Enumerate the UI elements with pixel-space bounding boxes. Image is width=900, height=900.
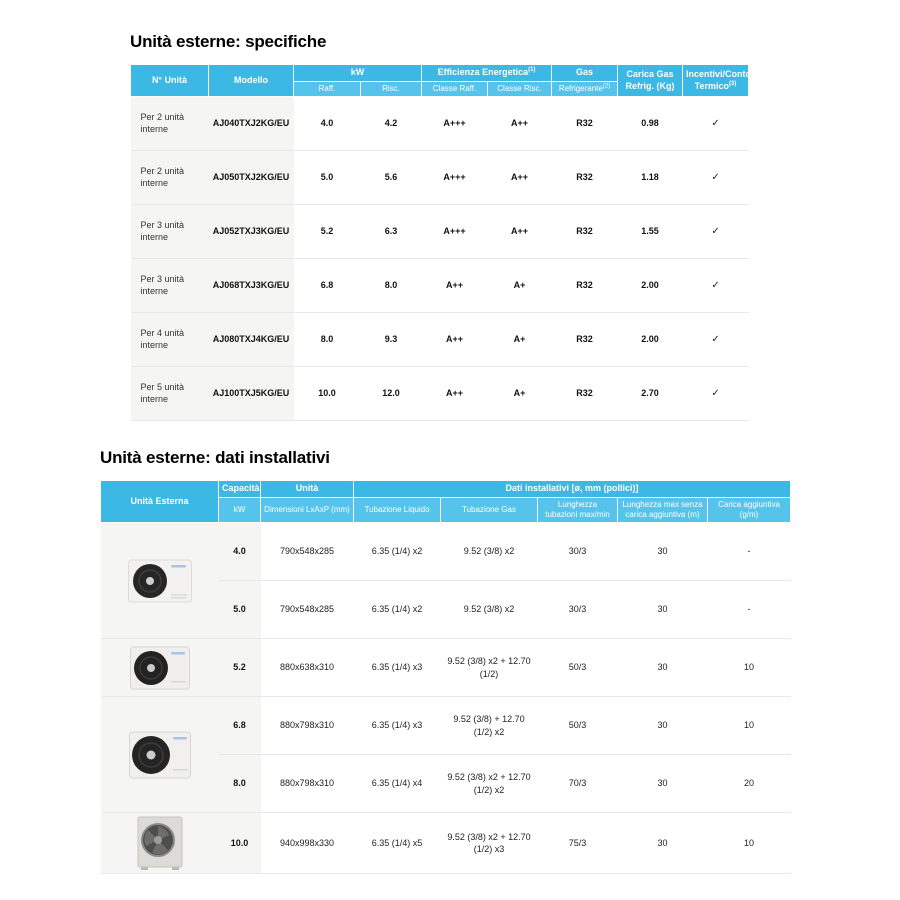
cell-extra-charge: 10 [708,639,791,697]
cell-classe-risc: A+ [488,367,552,421]
cell-classe-raff: A++ [422,259,488,313]
refrigerante-footnote: (2) [602,83,611,90]
cell-raff: 8.0 [294,313,361,367]
cell-units: Per 2 unità interne [131,97,209,151]
outdoor-unit-image [101,639,219,697]
outdoor-unit-image [101,697,219,813]
table-row [131,151,749,205]
install-section [100,448,790,874]
cell-classe-raff: A+++ [422,205,488,259]
header-efficienza: Efficienza Energetica$^{(1)}$ [422,65,552,82]
cell-classe-risc: A++ [488,205,552,259]
cell-liquid-pipe: 6.35 (1/4) x3 [354,639,441,697]
install-title: Unità esterne: dati installativi [100,448,330,467]
cell-capacity: 4.0 [219,523,261,581]
cell-classe-risc: A+ [488,313,552,367]
cell-classe-raff: A++ [422,367,488,421]
outdoor-unit-medium-icon [129,644,191,692]
header-incentivi: Incentivi/Conto Termico$^{(3)}$ [683,65,749,97]
checkmark: ✓ [683,151,749,205]
cell-extra-charge: - [708,581,791,639]
cell-max-length: 30 [618,639,708,697]
header-carica-gas: Carica Gas Refrig. (Kg) [618,65,683,97]
cell-capacity: 8.0 [219,755,261,813]
header-raff: Raff. [294,82,361,97]
cell-units: Per 5 unità interne [131,367,209,421]
table-row [131,205,749,259]
cell-risc: 9.3 [361,313,422,367]
cell-gas-pipe: 9.52 (3/8) x2 [463,546,515,557]
header-unita: Unità [261,481,354,498]
cell-carica: 2.00 [618,259,683,313]
outdoor-unit-medium-icon [128,728,192,782]
cell-pipe-length: 50/3 [538,697,618,755]
cell-model: AJ040TXJ2KG/EU [209,97,294,151]
cell-dimensions: 790x548x285 [261,581,354,639]
specs-title: Unità esterne: specifiche [130,32,327,51]
cell-max-length: 30 [618,813,708,874]
cell-model: AJ050TXJ2KG/EU [209,151,294,205]
cell-gas: R32 [552,151,618,205]
header-capacita: Capacità [219,481,261,498]
cell-classe-raff: A+++ [443,117,466,128]
checkmark: ✓ [683,205,749,259]
header-dati-installativi: Dati installativi [ø, mm (pollici)] [354,481,791,498]
header-gas: Gas [552,65,618,82]
cell-units: Per 3 unità interne [131,259,209,313]
table-row [131,97,749,151]
cell-model: AJ080TXJ4KG/EU [209,313,294,367]
checkmark: ✓ [683,313,749,367]
cell-gas-pipe: 9.52 (3/8) x2 + 12.70 (1/2) x3 [441,813,538,874]
table-row [131,313,749,367]
install-table [100,480,791,874]
cell-dimensions: 790x548x285 [279,546,335,557]
cell-classe-raff: A++ [422,313,488,367]
table-row [131,367,749,421]
cell-raff: 6.8 [294,259,361,313]
checkmark: ✓ [683,259,749,313]
incentivi-footnote: (3) [729,80,737,87]
cell-capacity: 5.2 [219,639,261,697]
cell-gas: R32 [552,313,618,367]
outdoor-unit-image [101,523,219,639]
cell-extra-charge: - [747,546,751,557]
cell-model: AJ068TXJ3KG/EU [209,259,294,313]
header-risc: Risc. [361,82,422,97]
table-row [101,639,791,697]
cell-capacity: 10.0 [219,813,261,874]
cell-gas: R32 [552,367,618,421]
cell-pipe-length: 30/3 [538,581,618,639]
cell-model: AJ052TXJ3KG/EU [209,205,294,259]
cell-classe-risc: A++ [488,151,552,205]
table-row [101,697,791,755]
cell-max-length: 30 [618,697,708,755]
table-row [131,259,749,313]
outdoor-unit-large-icon [135,815,185,871]
cell-gas-pipe: 9.52 (3/8) x2 + 12.70 (1/2) [441,639,538,697]
cell-raff: 5.2 [294,205,361,259]
cell-carica: 1.18 [618,151,683,205]
cell-capacity: 5.0 [219,581,261,639]
cell-max-length: 30 [618,755,708,813]
header-refrigerante: Refrigerante$^{(2)}$ [552,82,618,97]
cell-gas-pipe: 9.52 (3/8) x2 + 12.70 (1/2) x2 [441,755,538,813]
cell-risc: 5.6 [361,151,422,205]
cell-max-length: 30 [657,546,668,557]
cell-classe-risc: A++ [511,117,529,128]
header-modello: Modello [209,65,294,97]
cell-carica: 2.70 [618,367,683,421]
cell-raff: 10.0 [294,367,361,421]
cell-carica: 1.55 [618,205,683,259]
outdoor-unit-image [101,813,219,874]
header-kw: kW [219,498,261,523]
cell-max-length: 30 [618,581,708,639]
table-row [101,523,791,581]
header-n-unita: N° Unità [131,65,209,97]
cell-units: Per 2 unità interne [131,151,209,205]
cell-model: AJ100TXJ5KG/EU [209,367,294,421]
cell-pipe-length: 50/3 [538,639,618,697]
cell-dimensions: 880x798x310 [261,697,354,755]
cell-dimensions: 880x638x310 [261,639,354,697]
cell-pipe-length: 30/3 [568,546,587,557]
cell-units: Per 4 unità interne [131,313,209,367]
header-carica-aggiuntiva: Carica aggiuntiva (g/m) [708,498,791,523]
cell-gas-pipe: 9.52 (3/8) + 12.70 (1/2) x2 [441,697,538,755]
cell-liquid-pipe: 6.35 (1/4) x5 [354,813,441,874]
specs-section [130,32,752,421]
cell-risc: 4.2 [384,117,398,128]
cell-risc: 12.0 [361,367,422,421]
cell-raff: 5.0 [294,151,361,205]
header-lunghezza-max: Lunghezza max senza carica aggiuntiva (m) [618,498,708,523]
header-unita-esterna: Unità Esterna [101,481,219,523]
cell-liquid-pipe: 6.35 (1/4) x4 [354,755,441,813]
table-row [101,813,791,874]
cell-gas: R32 [552,259,618,313]
efficienza-footnote: (1) [528,67,536,74]
checkmark: ✓ [683,367,749,421]
cell-pipe-length: 70/3 [538,755,618,813]
outdoor-unit-small-icon [127,556,193,606]
cell-liquid-pipe: 6.35 (1/4) x2 [371,546,423,557]
header-kw: kW [294,65,422,82]
cell-classe-risc: A+ [488,259,552,313]
cell-gas-pipe: 9.52 (3/8) x2 [441,581,538,639]
cell-units: Per 3 unità interne [131,205,209,259]
header-dimensioni: Dimensioni LxAxP (mm) [261,498,354,523]
specs-table [130,64,752,421]
cell-risc: 8.0 [361,259,422,313]
header-lunghezza-tubazioni: Lunghezza tubazioni max/min [538,498,618,523]
cell-pipe-length: 75/3 [538,813,618,874]
cell-extra-charge: 10 [708,697,791,755]
header-classe-risc: Classe Risc. [488,82,552,97]
cell-gas: R32 [576,117,593,128]
cell-dimensions: 880x798x310 [261,755,354,813]
header-tubazione-liquido: Tubazione Liquido [354,498,441,523]
cell-extra-charge: 20 [708,755,791,813]
cell-dimensions: 940x998x330 [261,813,354,874]
checkmark: ✓ [711,118,720,129]
cell-raff: 4.0 [320,117,334,128]
header-classe-raff: Classe Raff. [422,82,488,97]
cell-gas: R32 [552,205,618,259]
cell-risc: 6.3 [361,205,422,259]
cell-liquid-pipe: 6.35 (1/4) x3 [354,697,441,755]
cell-extra-charge: 10 [708,813,791,874]
header-tubazione-gas: Tubazione Gas [441,498,538,523]
cell-liquid-pipe: 6.35 (1/4) x2 [354,581,441,639]
cell-carica: 0.98 [641,117,659,128]
cell-capacity: 6.8 [219,697,261,755]
cell-carica: 2.00 [618,313,683,367]
cell-classe-raff: A+++ [422,151,488,205]
